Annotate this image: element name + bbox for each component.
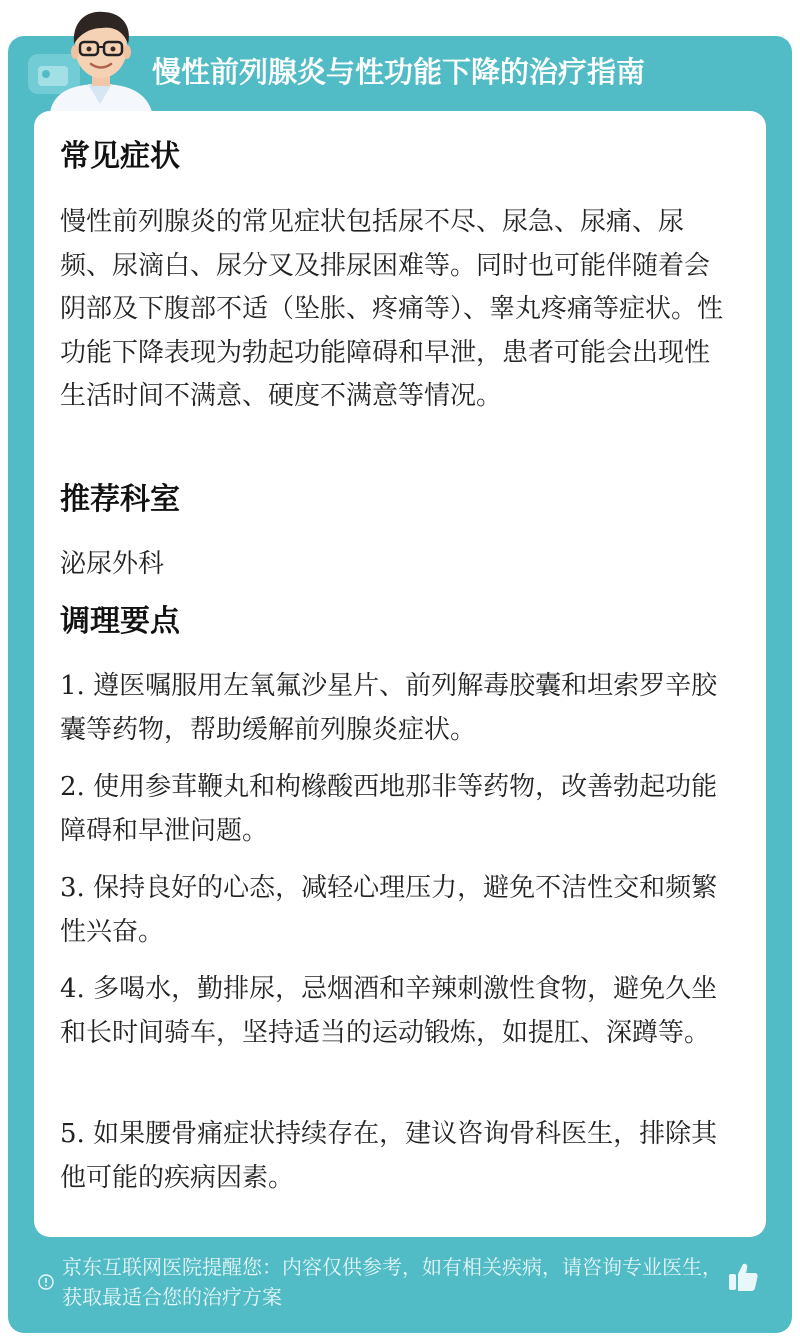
list-item xyxy=(60,867,732,954)
section-heading-symptoms: 常见症状 xyxy=(60,139,180,174)
section-heading-care: 调理要点 xyxy=(60,604,180,639)
list-item-text: 使用参茸鞭丸和枸橼酸西地那非等药物，改善勃起功能障碍和早泄问题。 xyxy=(60,772,718,846)
list-item-text: 如果腰骨痛症状持续存在，建议咨询骨科医生，排除其他可能的疾病因素。 xyxy=(60,1119,718,1193)
thumbs-up-icon[interactable] xyxy=(726,1260,760,1294)
list-item-number: 2. xyxy=(60,772,85,802)
list-item xyxy=(60,665,732,752)
list-item-number: 5. xyxy=(60,1119,85,1149)
list-item-text: 遵医嘱服用左氧氟沙星片、前列解毒胶囊和坦索罗辛胶囊等药物，帮助缓解前列腺炎症状。 xyxy=(60,671,718,745)
footer-disclaimer xyxy=(8,1242,792,1332)
doctor-avatar xyxy=(36,0,166,112)
list-item-number: 4. xyxy=(60,974,85,1004)
list-item-text: 多喝水，勤排尿，忌烟酒和辛辣刺激性食物，避免久坐和长时间骑车，坚持适当的运动锻炼，如提肛、深蹲等。 xyxy=(60,974,718,1048)
symptoms-text: 慢性前列腺炎的常见症状包括尿不尽、尿急、尿痛、尿频、尿滴白、尿分叉及排尿困难等。同时也可能伴随着会阴部及下腹部不适（坠胀、疼痛等）、睾丸疼痛等症状。性功能下降表现为勃起功能障碍和早泄，患者可能会出现性生活时间不满意、硬度不满意等情况。 xyxy=(60,207,724,411)
list-item xyxy=(60,766,732,853)
list-item xyxy=(60,968,732,1055)
list-item-number: 1. xyxy=(60,671,85,701)
list-item-number: 3. xyxy=(60,873,85,903)
page-title: 慢性前列腺炎与性功能下降的治疗指南 xyxy=(152,55,646,89)
list-item-text: 保持良好的心态，减轻心理压力，避免不洁性交和频繁性兴奋。 xyxy=(60,873,718,947)
info-icon xyxy=(38,1274,54,1290)
footer-text: 京东互联网医院提醒您：内容仅供参考，如有相关疾病，请咨询专业医生，获取最适合您的治疗方案 xyxy=(62,1255,722,1309)
department-text: 泌尿外科 xyxy=(60,549,165,579)
section-heading-department: 推荐科室 xyxy=(60,482,180,517)
list-item xyxy=(60,1113,732,1200)
